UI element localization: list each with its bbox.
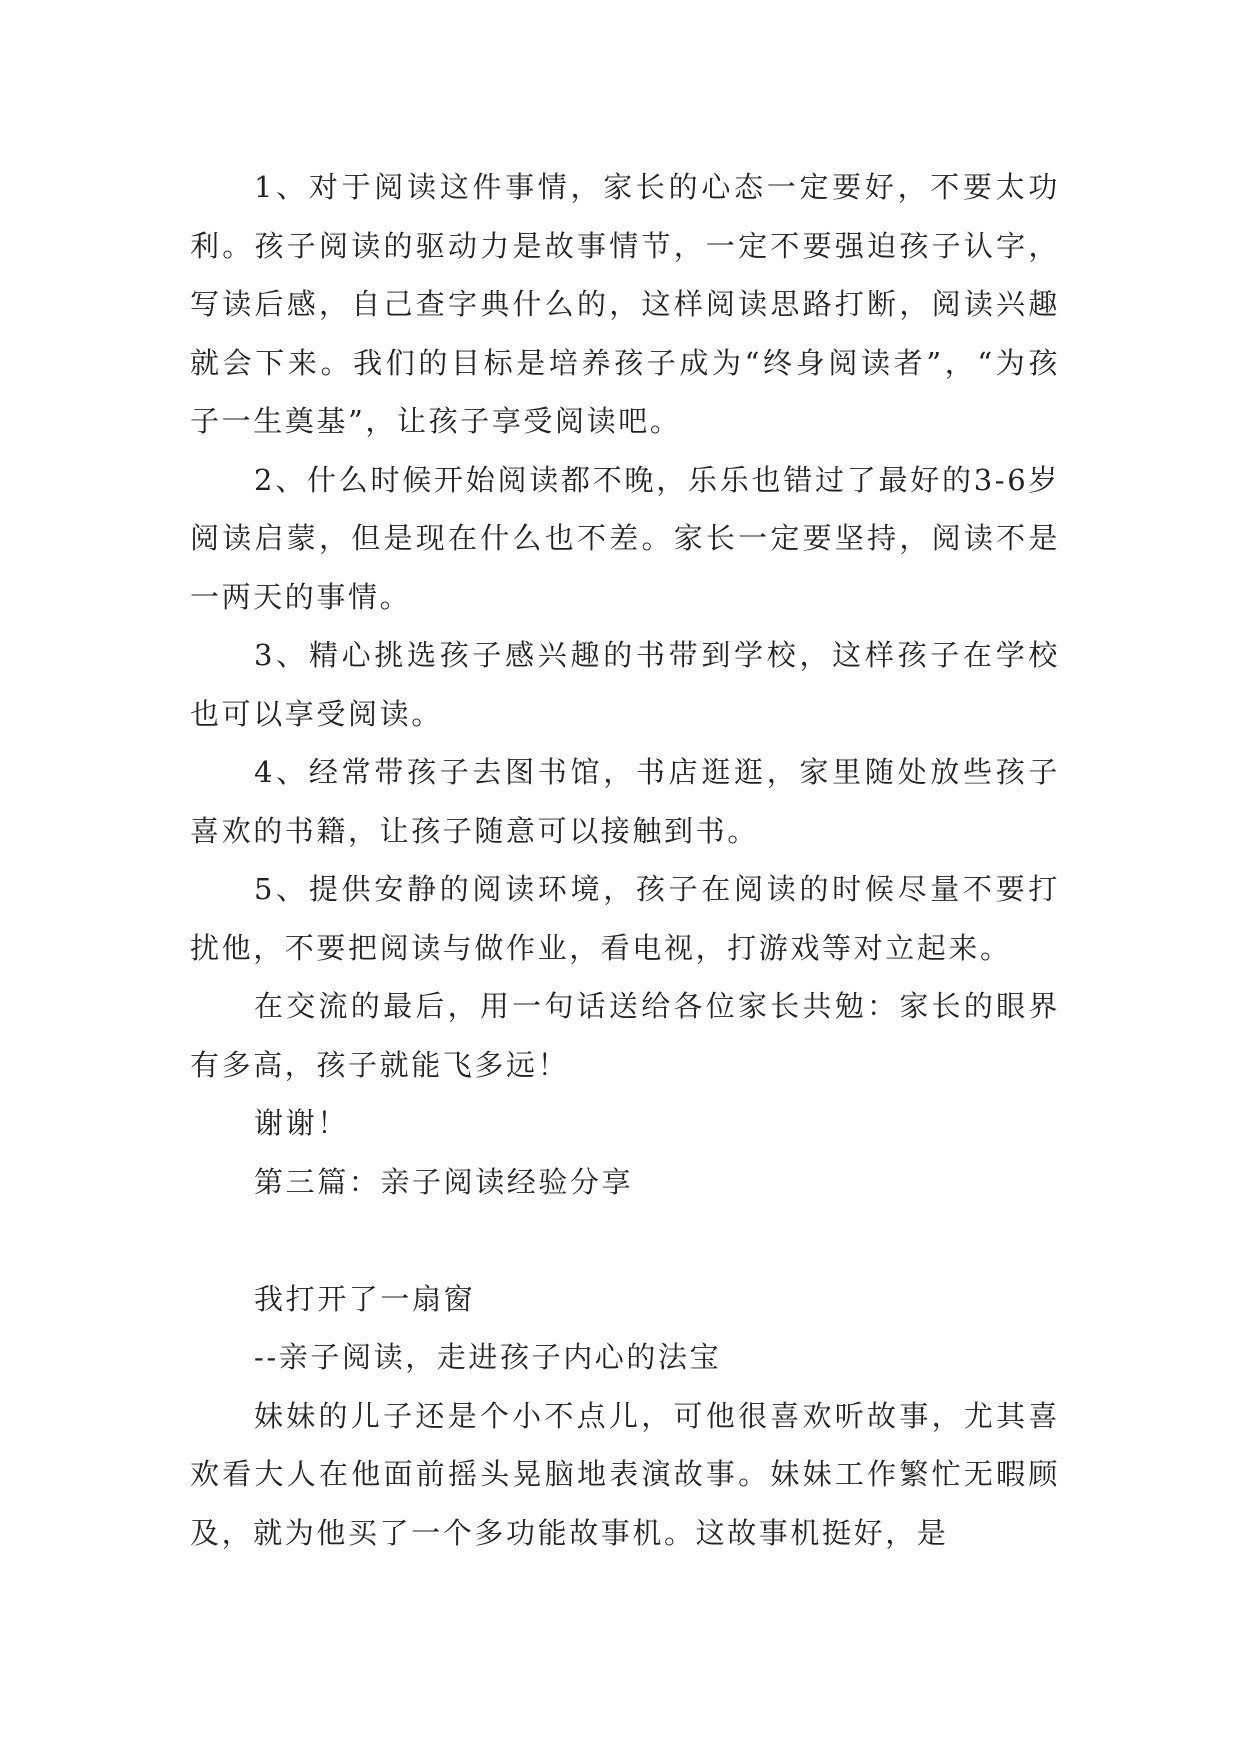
paragraph-tip-2: 2、什么时候开始阅读都不晚，乐乐也错过了最好的3-6岁阅读启蒙，但是现在什么也不差。家长一定要坚持，阅读不是一两天的事情。	[190, 462, 1060, 614]
paragraph-tip-5: 5、提供安静的阅读环境，孩子在阅读的时候尽量不要打扰他，不要把阅读与做作业，看电视，打游戏等对立起来。	[190, 872, 1060, 965]
blank-line	[190, 1211, 1060, 1270]
article-title: 我打开了一扇窗	[254, 1281, 476, 1316]
paragraph-closing: 在交流的最后，用一句话送给各位家长共勉：家长的眼界有多高，孩子就能飞多远！	[190, 989, 1060, 1082]
paragraph-tip-4: 4、经常带孩子去图书馆，书店逛逛，家里随处放些孩子喜欢的书籍，让孩子随意可以接触到书。	[190, 755, 1060, 848]
paragraph-tip-1: 1、对于阅读这件事情，家长的心态一定要好，不要太功利。孩子阅读的驱动力是故事情节，一定不要强迫孩子认字，写读后感，自己查字典什么的，这样阅读思路打断，阅读兴趣就会下来。我们的目标是培养孩子成为“终身阅读者”，“为孩子一生奠基”，让孩子享受阅读吧。	[190, 170, 1060, 438]
section-heading: 第三篇：亲子阅读经验分享	[254, 1164, 634, 1199]
paragraph-thanks: 谢谢！	[254, 1106, 349, 1140]
article-body: 妹妹的儿子还是个小不点儿，可他很喜欢听故事，尤其喜欢看大人在他面前摇头晃脑地表演故事。妹妹工作繁忙无暇顾及，就为他买了一个多功能故事机。这故事机挺好，是	[190, 1398, 1060, 1550]
document-page	[190, 158, 1060, 1562]
article-subtitle: --亲子阅读，走进孩子内心的法宝	[254, 1340, 722, 1374]
paragraph-tip-3: 3、精心挑选孩子感兴趣的书带到学校，这样孩子在学校也可以享受阅读。	[190, 638, 1060, 731]
